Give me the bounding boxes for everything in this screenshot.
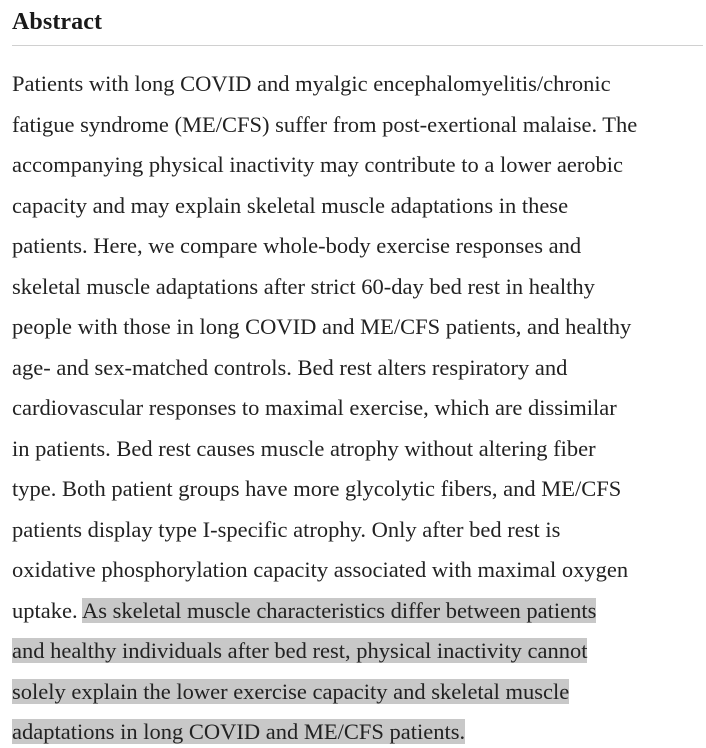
abstract-line: accompanying physical inactivity may contribute to a lower aerobic bbox=[12, 152, 624, 177]
abstract-line-mixed bbox=[12, 591, 704, 632]
abstract-line: people with those in long COVID and ME/CFS patients, and healthy bbox=[12, 314, 632, 339]
abstract-paragraph bbox=[12, 64, 704, 748]
abstract-line-highlighted bbox=[12, 712, 704, 748]
abstract-line: oxidative phosphorylation capacity associated with maximal oxygen bbox=[12, 557, 629, 582]
abstract-line: in patients. Bed rest causes muscle atrophy without altering fiber bbox=[12, 435, 596, 461]
section-heading: Abstract bbox=[12, 9, 103, 35]
abstract-line: Patients with long COVID and myalgic encephalomyelitis/chronic bbox=[12, 71, 611, 96]
abstract-line: fatigue syndrome (ME/CFS) suffer from post-exertional malaise. The bbox=[12, 111, 638, 137]
abstract-line: patients display type I-specific atrophy. Only after bed rest is bbox=[12, 516, 561, 542]
abstract-line-highlighted bbox=[12, 631, 704, 672]
abstract-line: patients. Here, we compare whole-body exercise responses and bbox=[12, 233, 582, 258]
abstract-line: cardiovascular responses to maximal exercise, which are dissimilar bbox=[12, 395, 617, 420]
abstract-line-highlighted bbox=[12, 672, 704, 713]
abstract-line: capacity and may explain skeletal muscle adaptations in these bbox=[12, 192, 569, 218]
abstract-line: type. Both patient groups have more glycolytic fibers, and ME/CFS bbox=[12, 476, 622, 501]
heading-divider bbox=[12, 45, 703, 46]
highlighted-text[interactable]: adaptations in long COVID and ME/CFS patients. bbox=[12, 719, 466, 744]
abstract-text-plain: uptake. bbox=[12, 597, 82, 623]
abstract-line: age- and sex-matched controls. Bed rest alters respiratory and bbox=[12, 354, 568, 380]
highlighted-text[interactable]: As skeletal muscle characteristics differ between patients bbox=[81, 597, 597, 623]
highlighted-text[interactable]: solely explain the lower exercise capacity and skeletal muscle bbox=[12, 678, 570, 704]
abstract-line: skeletal muscle adaptations after strict 60-day bed rest in healthy bbox=[12, 273, 595, 299]
highlighted-text[interactable]: and healthy individuals after bed rest, physical inactivity cannot bbox=[12, 638, 588, 663]
